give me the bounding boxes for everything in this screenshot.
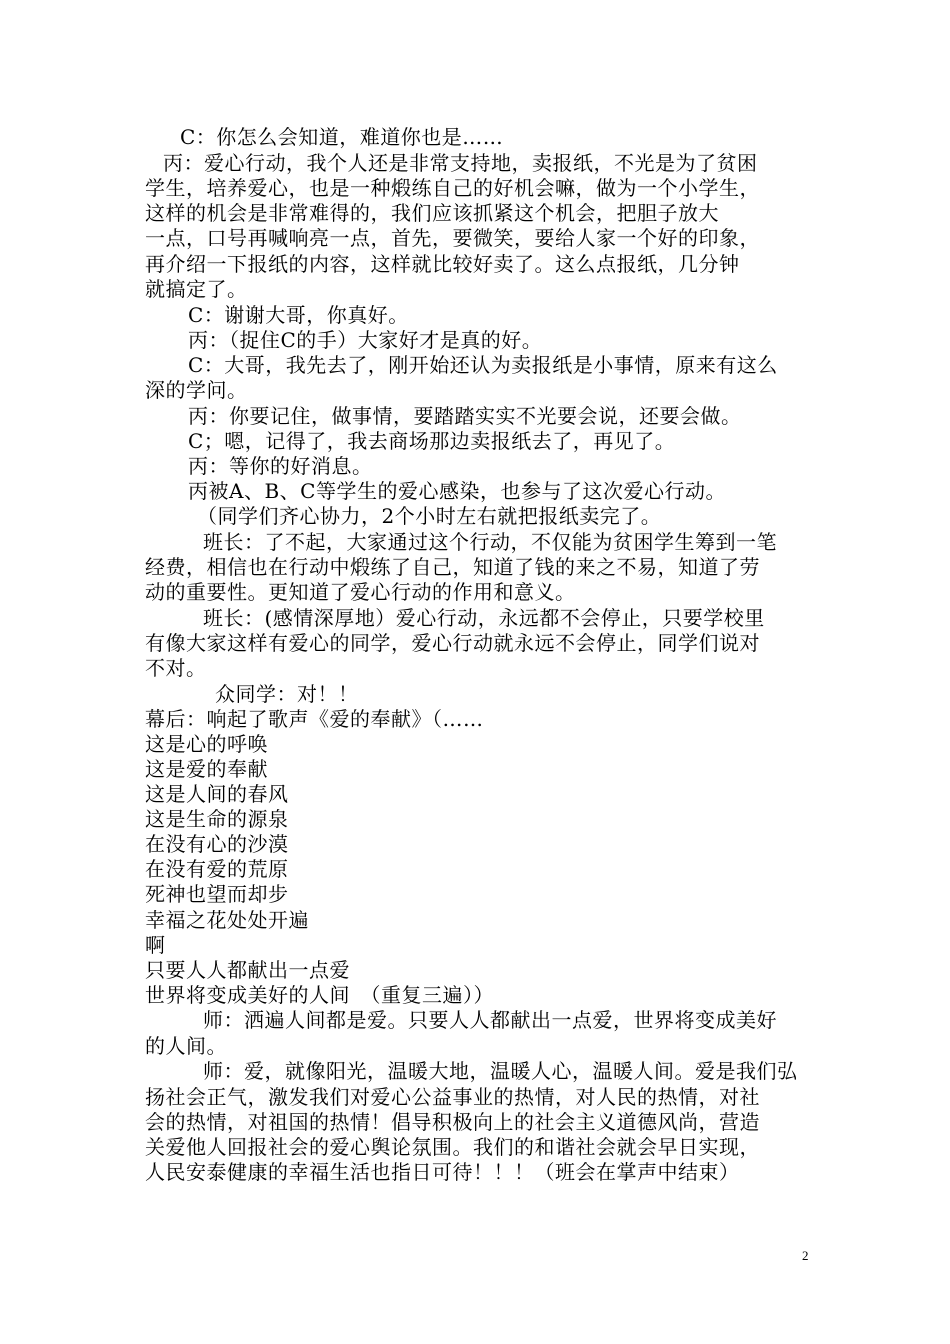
text-line: 就搞定了。 <box>145 277 248 301</box>
text-line: 经费，相信也在行动中煅练了自己，知道了钱的来之不易，知道了劳 <box>145 555 760 579</box>
text-line: 扬社会正气，激发我们对爱心公益事业的热情，对人民的热情，对社 <box>145 1085 760 1109</box>
text-line: 丙：等你的好消息。 <box>188 454 373 478</box>
text-line: 在没有爱的荒原 <box>145 857 289 881</box>
text-line: （同学们齐心协力，2个小时左右就把报纸卖完了。 <box>197 504 662 528</box>
text-line: C：你怎么会知道，难道你也是…… <box>180 125 504 149</box>
text-line: C；嗯，记得了，我去商场那边卖报纸去了，再见了。 <box>188 429 676 453</box>
text-line: 只要人人都献出一点爱 <box>145 958 350 982</box>
text-line: 世界将变成美好的人间 （重复三遍）） <box>145 983 494 1007</box>
text-line: 学生，培养爱心，也是一种煅练自己的好机会嘛，做为一个小学生， <box>145 176 760 200</box>
text-line: 人民安泰健康的幸福生活也指日可待！！！（班会在掌声中结束） <box>145 1160 740 1184</box>
text-line: 再介绍一下报纸的内容，这样就比较好卖了。这么点报纸，几分钟 <box>145 252 740 276</box>
text-line: 丙：爱心行动，我个人还是非常支持地，卖报纸，不光是为了贫困 <box>163 151 758 175</box>
text-line: 深的学问。 <box>145 378 248 402</box>
text-line: 有像大家这样有爱心的同学，爱心行动就永远不会停止，同学们说对 <box>145 631 760 655</box>
text-line: 关爱他人回报社会的爱心舆论氛围。我们的和谐社会就会早日实现， <box>145 1135 760 1159</box>
text-line: 丙：（捉住C的手）大家好才是真的好。 <box>188 328 543 352</box>
text-line: 动的重要性。更知道了爱心行动的作用和意义。 <box>145 580 576 604</box>
text-line: C：大哥，我先去了，刚开始还认为卖报纸是小事情，原来有这么 <box>188 353 778 377</box>
text-line: 师：洒遍人间都是爱。只要人人都献出一点爱，世界将变成美好 <box>203 1008 777 1032</box>
text-line: 班长：了不起，大家通过这个行动，不仅能为贫困学生筹到一笔 <box>203 530 777 554</box>
text-line: 这是生命的源泉 <box>145 807 289 831</box>
page-number: 2 <box>802 1248 809 1263</box>
text-line: 在没有心的沙漠 <box>145 832 289 856</box>
text-line: 啊 <box>145 933 166 957</box>
text-line: 的人间。 <box>145 1034 227 1058</box>
text-line: 众同学：对！！ <box>215 682 359 706</box>
text-line: 丙被A、B、C等学生的爱心感染，也参与了这次爱心行动。 <box>188 479 726 503</box>
text-line: 这样的机会是非常难得的，我们应该抓紧这个机会，把胆子放大 <box>145 201 719 225</box>
text-line: 这是爱的奉献 <box>145 757 268 781</box>
text-line: 这是人间的春风 <box>145 782 289 806</box>
text-line: 会的热情，对祖国的热情！倡导积极向上的社会主义道德风尚，营造 <box>145 1110 760 1134</box>
text-line: 这是心的呼唤 <box>145 732 268 756</box>
text-line: 班长：(感情深厚地）爱心行动，永远都不会停止，只要学校里 <box>203 606 765 630</box>
text-line: 不对。 <box>145 656 207 680</box>
text-line: C：谢谢大哥，你真好。 <box>188 303 409 327</box>
text-line: 师：爱，就像阳光，温暖大地，温暖人心，温暖人间。爱是我们弘 <box>203 1059 798 1083</box>
text-line: 幸福之花处处开遍 <box>145 908 309 932</box>
text-line: 丙：你要记住，做事情，要踏踏实实不光要会说，还要会做。 <box>188 404 742 428</box>
text-line: 死神也望而却步 <box>145 882 289 906</box>
text-line: 幕后：响起了歌声《爱的奉献》（…… <box>145 707 484 731</box>
text-line: 一点，口号再喊响亮一点，首先，要微笑，要给人家一个好的印象， <box>145 226 760 250</box>
